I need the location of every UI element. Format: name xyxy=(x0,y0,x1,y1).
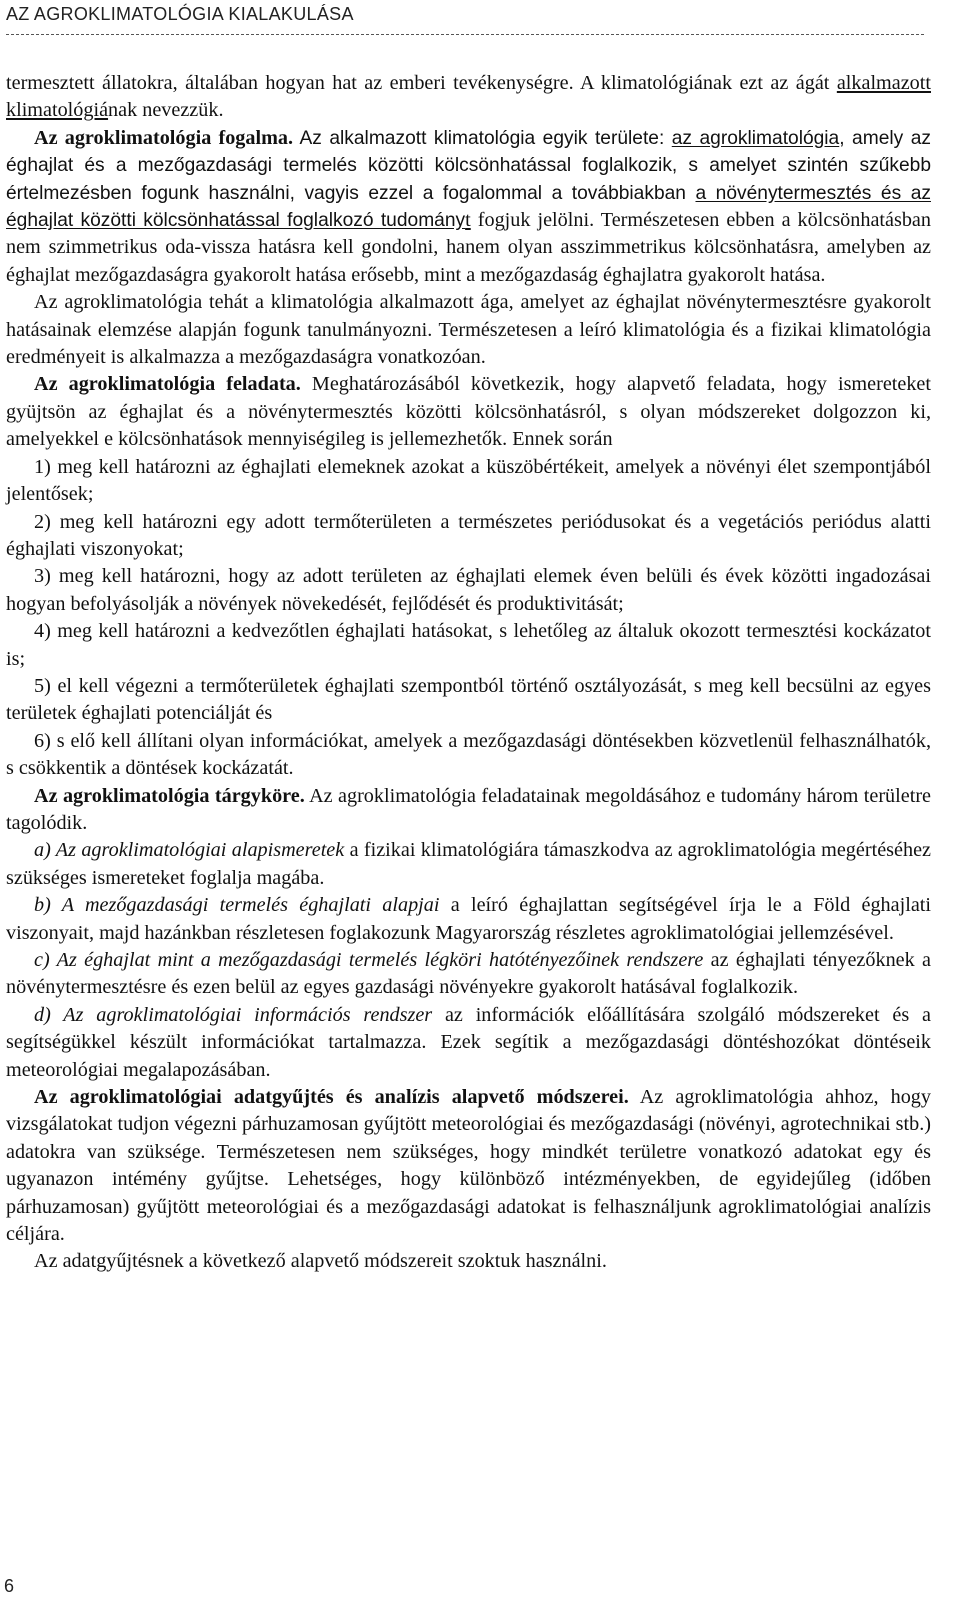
text-run: nak nevezzük. xyxy=(108,99,224,122)
text-run: Az agroklimatológia ahhoz, hogy vizsgálatokat tudjon végezni párhuzamosan gyűjtött meteorológiai és mezőgazdasági (növényi, agrotechnikai stb.) adatokra van szüksége. Természetesen nem szükséges, hogy mindkét területre vonatkozó adatokat egy és ugyanazon intémény gyűjtse. Lehetséges, hogy különböző intézményekben, de egyidejűleg (időben párhuzamosan) gyűjtött meteorológiai és a mezőgazdasági adatokat is felhasználjunk agroklimatológiai analízis céljára. xyxy=(6,1086,931,1246)
underlined-term: alkalmazott klimatológiá xyxy=(6,72,931,122)
task-item-2: 2) meg kell határozni egy adott termőterületen a természetes periódusokat és a vegetációs periódus alatti éghajlati viszonyokat; xyxy=(6,510,931,560)
task-item-6: 6) s elő kell állítani olyan információkat, amelyek a mezőgazdasági döntésekben közvetlenül felhasználhatók, s csökkentik a döntések kockázatát. xyxy=(6,729,931,780)
section-heading: Az agroklimatológia tárgyköre. xyxy=(34,784,305,807)
paragraph-feladata xyxy=(6,371,931,453)
area-title: c) Az éghajlat mint a mezőgazdasági termelés légköri hatótényezőinek rendszere xyxy=(34,949,704,971)
header-rule xyxy=(6,34,924,35)
text-run: az információk előállítására szolgáló módszereket és a segítségükkel készült információkat tartalmazza. Ezek segítik a mezőgazdasági döntéshozókat döntéseik meteorológiai megalapozásában. xyxy=(6,1003,931,1081)
section-heading: Az agroklimatológia fogalma. xyxy=(34,126,294,149)
underlined-definition: a növénytermesztés és az éghajlat közötti kölcsönhatással foglalkozó tudomány xyxy=(6,182,931,232)
area-item-a xyxy=(6,837,931,892)
text-run: az éghajlati tényezőknek a növénytermesztésre és ezen belül az egyes gazdasági növényekre gyakorolt hatásával foglalkozik. xyxy=(6,949,931,999)
paragraph-agroklimatologia-fogalma xyxy=(6,125,931,289)
text-run: termesztett állatokra, általában hogyan hat az emberi tevékenységre. A klimatológiának ezt az ágát xyxy=(6,72,837,94)
area-title: b) A mezőgazdasági termelés éghajlati alapjai xyxy=(34,894,440,917)
text-run: a leíró éghajlattan segítségével írja le a Föld éghajlati viszonyait, majd hazánkban részletesen foglakozunk Magyarország részletes agroklimatológiai jellemzésével. xyxy=(6,894,931,944)
area-title: d) Az agroklimatológiai információs rendszer xyxy=(34,1003,433,1026)
task-item-4: 4) meg kell határozni a kedvezőtlen éghajlati hatásokat, s lehetőleg az általuk okozott termesztési kockázatot is; xyxy=(6,620,931,670)
section-heading: Az agroklimatológia feladata. xyxy=(34,373,301,396)
task-item-5: 5) el kell végezni a termőterületek éghajlati szempontból történő osztályozását, s meg kell becsülni az egyes területek éghajlati potenciálját és xyxy=(6,674,931,725)
text-run: Az alkalmazott klimatológia egyik területe: xyxy=(293,127,672,149)
text-run: Meghatározásából következik, hogy alapvető feladata, hogy ismereteket gyüjtsön az éghajlat és a növénytermesztés közötti kölcsönhatásról, s olyan módszereket dolgozzon ki, amelyekkel e kölcsönhatások mennyiségileg is jellemezhetők. Ennek során xyxy=(6,373,932,451)
section-heading: Az agroklimatológiai adatgyűjtés és analízis alapvető módszerei. xyxy=(34,1086,629,1109)
text-run: Természetesen ebben a kölcsönhatásban nem szimmetrikus oda-vissza hatásra kell gondolni, hanem olyan asszimmetrikus kölcsönhatásra, amelyben az éghajlat mezőgazdaságra gyakorolt hatása erősebb, mint a mezőgazdaság éghajlatra gyakorolt hatása. xyxy=(6,209,931,286)
page-body xyxy=(6,70,931,1276)
task-item-3: 3) meg kell határozni, hogy az adott területen az éghajlati elemek éven belüli és évek közötti ingadozásai hogyan befolyásolják a növények növekedését, fejlődését és produktivitását; xyxy=(6,565,931,615)
text-run: , amely az éghajlat és a mezőgazdasági termelés közötti kölcsönhatással foglalkozik, s amelyet szintén szűkebb értelmezésben fogunk használni, vagyis ezzel a fogalommal a továbbiakban xyxy=(6,127,931,204)
task-item-1: 1) meg kell határozni az éghajlati elemeknek azokat a küszöbértékeit, amelyek a növényi élet szempontjából jelentősek; xyxy=(6,455,931,506)
underlined-term: az agroklimatológia xyxy=(671,127,840,149)
area-title: a) Az agroklimatológiai alapismeretek xyxy=(34,839,345,862)
area-item-c xyxy=(6,947,931,1002)
paragraph-adatgyujtes xyxy=(6,1084,931,1248)
text-run: a fizikai klimatológiára támaszkodva az agroklimatológia megértéséhez szükséges ismereteket foglalja magába. xyxy=(6,839,931,889)
paragraph-targykore xyxy=(6,783,931,838)
running-head: AZ AGROKLIMATOLÓGIA KIALAKULÁSA xyxy=(6,4,354,24)
paragraph-methods-intro: Az adatgyűjtésnek a következő alapvető módszereit szoktuk használni. xyxy=(34,1250,607,1273)
text-run: fogjuk jelölni. xyxy=(470,209,595,232)
text-run: Az agroklimatológia feladatainak megoldásához e tudomány három területre tagolódik. xyxy=(6,784,931,834)
underlined-definition-end: t xyxy=(465,209,471,232)
paragraph-intro-continued xyxy=(6,70,931,125)
page-number: 6 xyxy=(4,1576,15,1596)
paragraph-applied-branch: Az agroklimatológia tehát a klimatológia alkalmazott ága, amelyet az éghajlat növénytermesztésre gyakorolt hatásainak elemzése alapján fogunk tanulmányozni. Természetesen a leíró klimatológia és a fizikai klimatológia eredményeit is alkalmazza a mezőgazdaságra vonatkozóan. xyxy=(6,291,931,369)
area-item-d xyxy=(6,1002,931,1084)
area-item-b xyxy=(6,892,931,947)
